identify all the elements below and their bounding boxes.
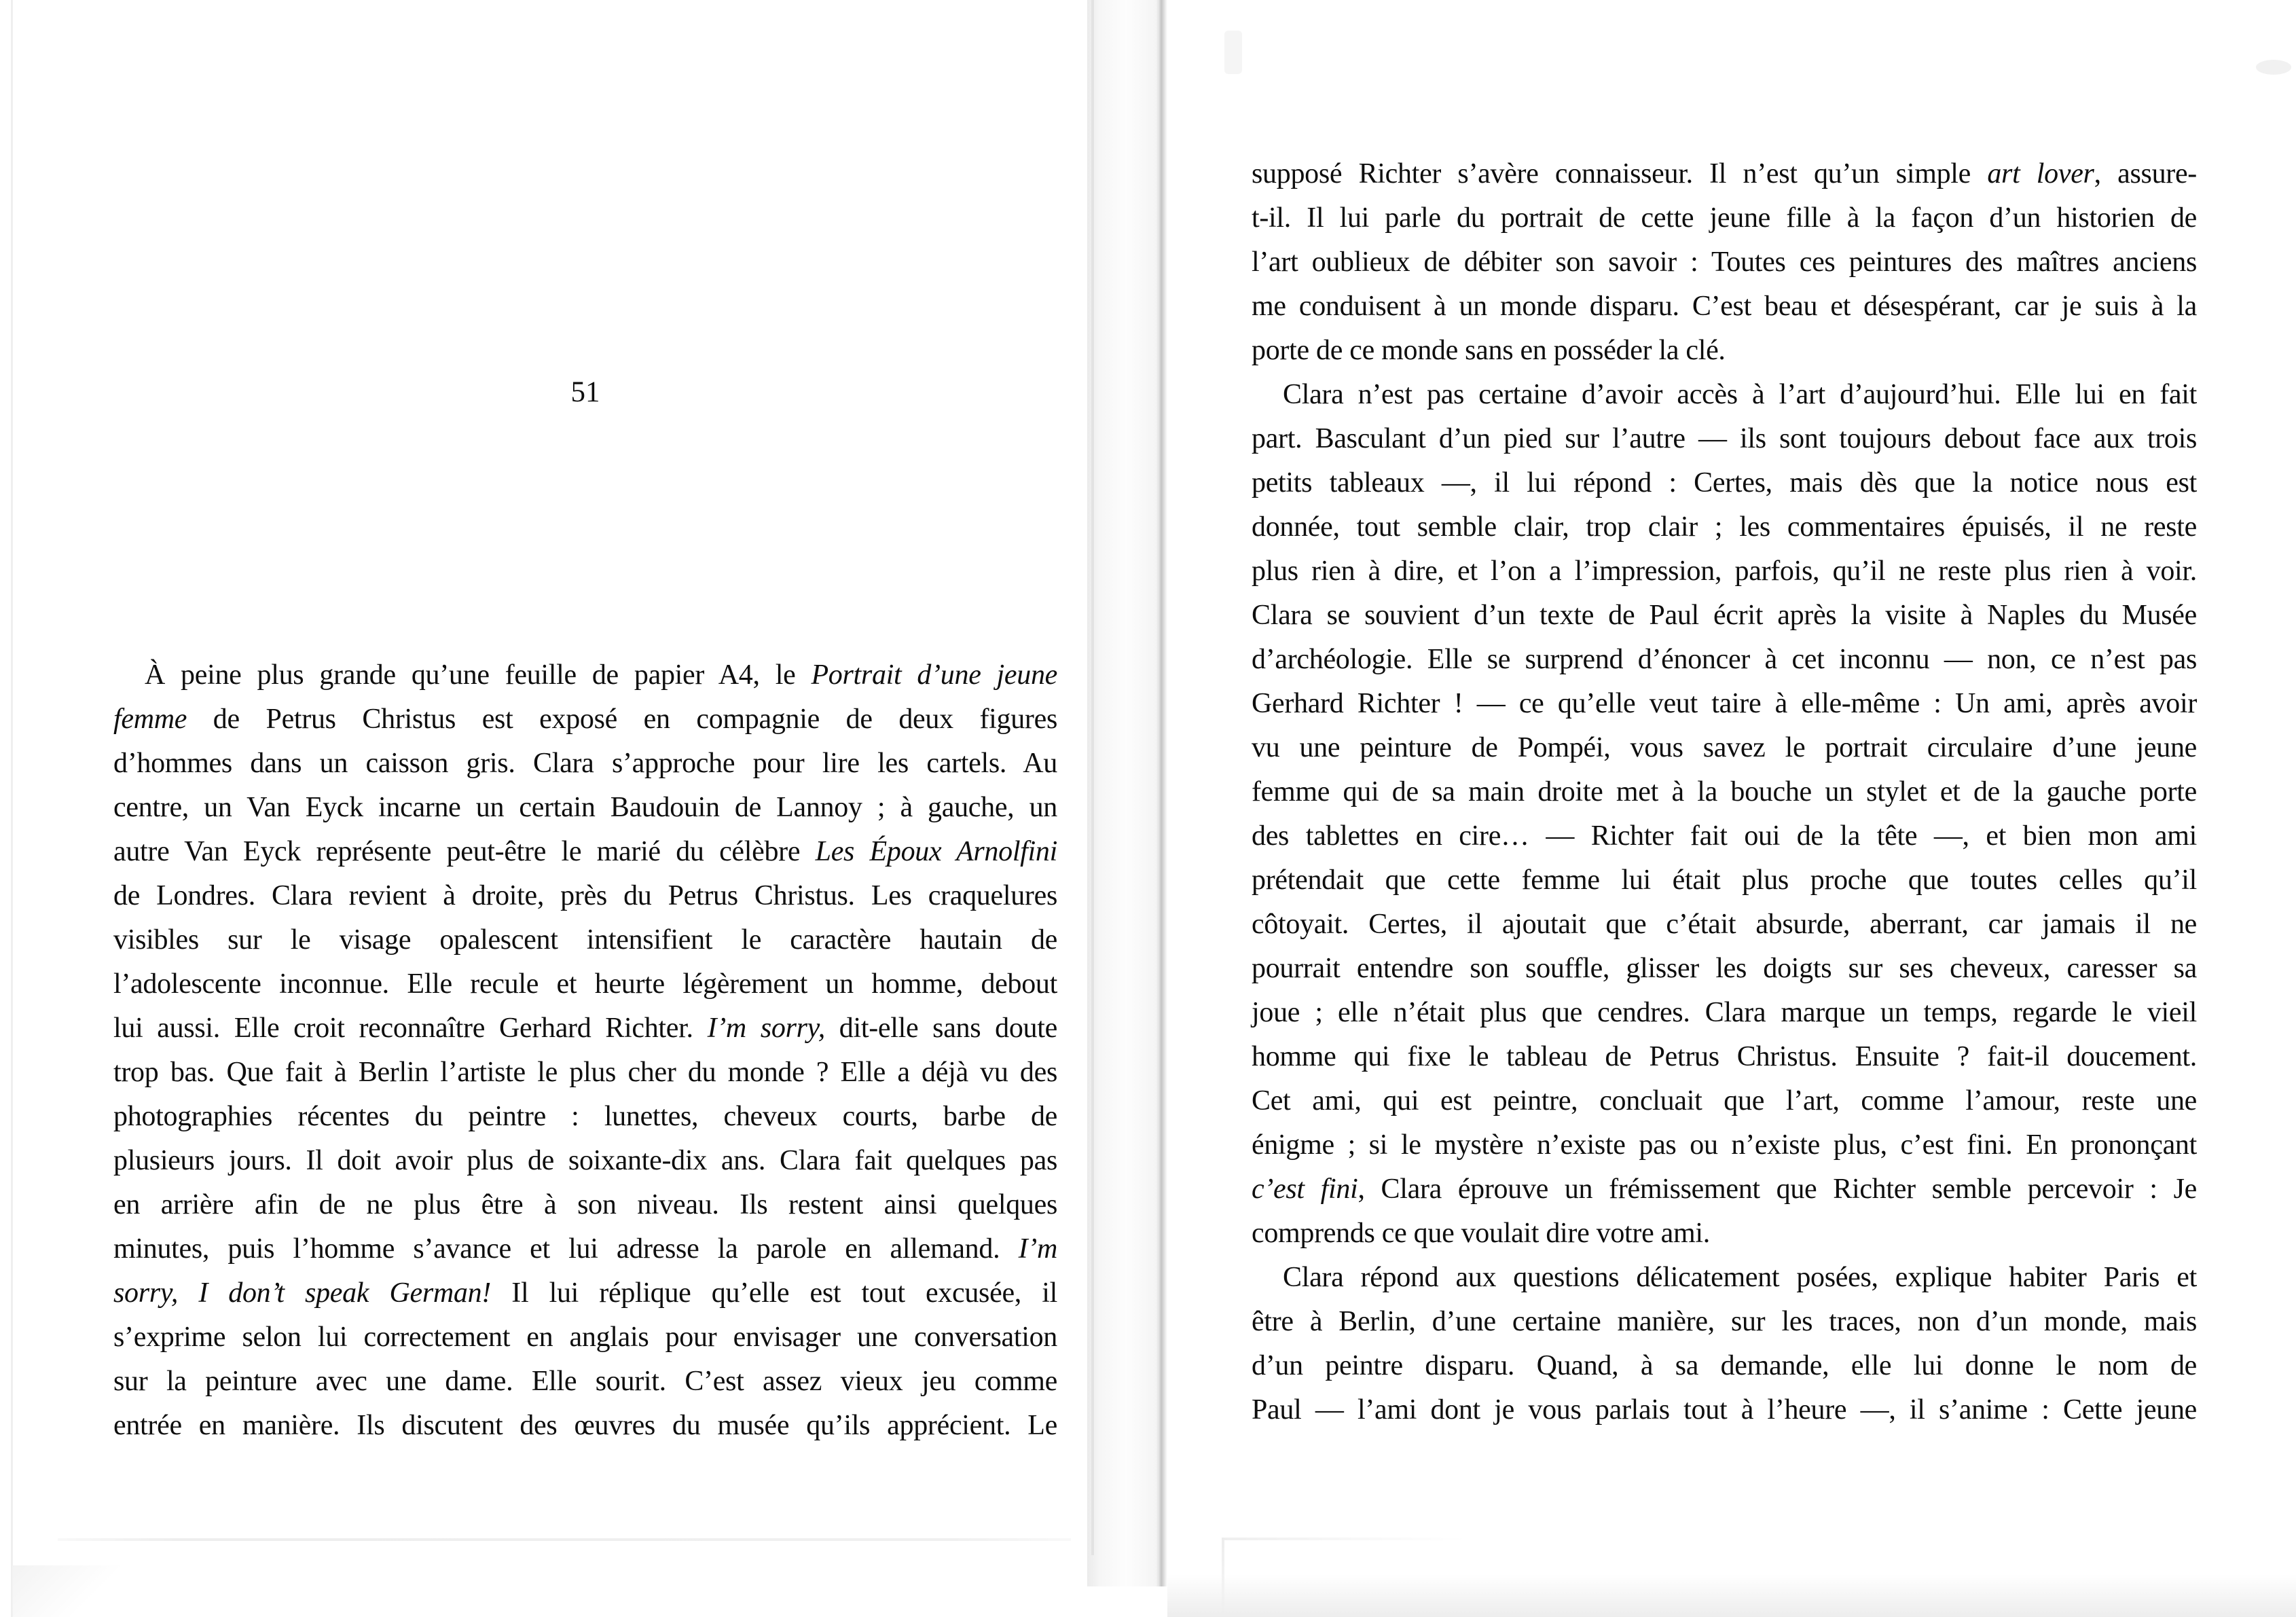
- italic-text-segment: art lover: [1987, 158, 2094, 189]
- text-segment: entrée en manière. Ils discutent des œuvres du musée qu’ils apprécient. Le: [113, 1410, 1057, 1441]
- text-segment: donnée, tout semble clair, trop clair ; les commentaires épuisés, il ne reste: [1252, 511, 2197, 543]
- text-segment: Clara n’est pas certaine d’avoir accès à l’art d’aujourd’hui. Elle lui en fait: [1283, 379, 2197, 410]
- text-line: [113, 918, 1057, 962]
- text-line: [113, 1006, 1057, 1051]
- gutter-top-smudge: [1224, 31, 1242, 74]
- text-segment: côtoyait. Certes, il ajoutait que c’était absurde, aberrant, car jamais il ne: [1252, 909, 2197, 940]
- text-line: [1252, 770, 2197, 814]
- text-line: [113, 1095, 1057, 1139]
- text-segment: de Londres. Clara revient à droite, près du Petrus Christus. Les craquelures: [113, 880, 1057, 911]
- left-page-bottom-edge: [58, 1538, 1071, 1541]
- text-line: [1252, 240, 2197, 285]
- text-line: [1252, 638, 2197, 682]
- text-line: [1252, 329, 2197, 373]
- text-line: [113, 1271, 1057, 1315]
- text-segment: Cet ami, qui est peintre, concluait que l’art, comme l’amour, reste une: [1252, 1085, 2197, 1116]
- text-line: [1252, 1079, 2197, 1123]
- text-line: [1252, 991, 2197, 1035]
- page-number: 51: [570, 376, 600, 408]
- text-segment: Clara se souvient d’un texte de Paul écrit après la visite à Naples du Musée: [1252, 600, 2197, 631]
- text-line: [1252, 417, 2197, 461]
- text-segment: plusieurs jours. Il doit avoir plus de soixante-dix ans. Clara fait quelques pas: [113, 1145, 1057, 1176]
- bottom-right-page-curl-shade: [1167, 1574, 2296, 1617]
- text-segment: , Clara éprouve un frémissement que Richter semble percevoir : Je: [1357, 1174, 2197, 1205]
- text-line: [1252, 152, 2197, 196]
- text-segment: comprends ce que voulait dire votre ami.: [1252, 1218, 1710, 1249]
- text-line: [1252, 1388, 2197, 1432]
- underpage-corner-horizontal-edge: [1222, 1538, 1467, 1540]
- text-segment: de Petrus Christus est exposé en compagnie de deux figures: [187, 704, 1057, 735]
- text-line: [1252, 814, 2197, 858]
- text-line: [1252, 196, 2197, 240]
- text-line: [113, 1183, 1057, 1227]
- right-page-edge-line: [1156, 0, 1167, 1586]
- text-segment: en arrière afin de ne plus être à son niveau. Ils restent ainsi quelques: [113, 1189, 1057, 1220]
- gutter-shadow: [1087, 0, 1158, 1586]
- text-line: [1252, 1123, 2197, 1167]
- italic-text-segment: c’est fini: [1252, 1174, 1358, 1205]
- text-segment: visibles sur le visage opalescent intensifient le caractère hautain de: [113, 924, 1057, 956]
- text-line: [1252, 682, 2197, 726]
- text-segment: l’art oublieux de débiter son savoir : Toutes ces peintures des maîtres anciens: [1252, 247, 2197, 278]
- text-segment: d’un peintre disparu. Quand, à sa demande, elle lui donne le nom de: [1252, 1350, 2197, 1381]
- text-line: [113, 1139, 1057, 1183]
- italic-text-segment: sorry, I don’t speak German!: [113, 1277, 491, 1309]
- text-segment: À peine plus grande qu’une feuille de papier A4, le: [145, 659, 812, 691]
- text-segment: trop bas. Que fait à Berlin l’artiste le plus cher du monde ? Elle a déjà vu des: [113, 1057, 1057, 1088]
- text-line: [1252, 1167, 2197, 1212]
- text-segment: photographies récentes du peintre : lunettes, cheveux courts, barbe de: [113, 1101, 1057, 1132]
- text-line: [113, 697, 1057, 742]
- text-line: [113, 1227, 1057, 1271]
- italic-text-segment: femme: [113, 704, 187, 735]
- text-line: [113, 786, 1057, 830]
- text-line: [113, 1315, 1057, 1360]
- italic-text-segment: I’m: [1018, 1233, 1057, 1265]
- text-segment: me conduisent à un monde disparu. C’est beau et désespérant, car je suis à la: [1252, 291, 2197, 322]
- text-line: [113, 653, 1057, 697]
- image-left-edge-line: [11, 0, 13, 1617]
- text-line: [1252, 1344, 2197, 1388]
- left-text-block: [113, 653, 1057, 1448]
- text-segment: plus rien à dire, et l’on a l’impression, parfois, qu’il ne reste plus rien à voir.: [1252, 556, 2197, 587]
- text-segment: joue ; elle n’était plus que cendres. Clara marque un temps, regarde le vieil: [1252, 997, 2197, 1028]
- text-segment: autre Van Eyck représente peut-être le marié du célèbre: [113, 836, 816, 867]
- text-line: [113, 830, 1057, 874]
- text-segment: énigme ; si le mystère n’existe pas ou n’existe plus, c’est fini. En prononçant: [1252, 1129, 2197, 1161]
- text-line: [1252, 947, 2197, 991]
- right-text-block: [1252, 152, 2197, 1432]
- text-segment: minutes, puis l’homme s’avance et lui adresse la parole en allemand.: [113, 1233, 1019, 1265]
- text-line: [113, 742, 1057, 786]
- text-segment: d’hommes dans un caisson gris. Clara s’approche pour lire les cartels. Au: [113, 748, 1057, 779]
- text-segment: des tablettes en cire… — Richter fait oui de la tête —, et bien mon ami: [1252, 820, 2197, 852]
- text-line: [1252, 858, 2197, 903]
- text-segment: t-il. Il lui parle du portrait de cette jeune fille à la façon d’un historien de: [1252, 202, 2197, 234]
- text-line: [113, 1404, 1057, 1448]
- text-segment: sur la peinture avec une dame. Elle sourit. C’est assez vieux jeu comme: [113, 1366, 1057, 1397]
- text-line: [1252, 505, 2197, 549]
- text-segment: femme qui de sa main droite met à la bouche un stylet et de la gauche porte: [1252, 776, 2197, 807]
- text-line: [1252, 1300, 2197, 1344]
- text-line: [1252, 549, 2197, 594]
- italic-text-segment: Les Époux Arnolfini: [815, 836, 1057, 867]
- text-line: [1252, 1256, 2197, 1300]
- italic-text-segment: I’m sorry,: [707, 1013, 825, 1044]
- text-line: [1252, 461, 2197, 505]
- text-segment: Paul — l’ami dont je vous parlais tout à l’heure —, il s’anime : Cette jeune: [1252, 1394, 2197, 1425]
- text-line: [1252, 726, 2197, 770]
- text-line: [113, 1360, 1057, 1404]
- left-page-edge-line: [1091, 0, 1094, 1555]
- text-segment: homme qui fixe le tableau de Petrus Christus. Ensuite ? fait-il doucement.: [1252, 1041, 2197, 1072]
- text-segment: s’exprime selon lui correctement en anglais pour envisager une conversation: [113, 1322, 1057, 1353]
- text-segment: pourrait entendre son souffle, glisser les doigts sur ses cheveux, caresser sa: [1252, 953, 2197, 984]
- text-segment: Gerhard Richter ! — ce qu’elle veut taire à elle-même : Un ami, après avoir: [1252, 688, 2197, 719]
- text-segment: d’archéologie. Elle se surprend d’énoncer à cet inconnu — non, ce n’est pas: [1252, 644, 2197, 675]
- text-line: [1252, 903, 2197, 947]
- italic-text-segment: Portrait d’une jeune: [811, 659, 1057, 691]
- text-segment: part. Basculant d’un pied sur l’autre — ils sont toujours debout face aux trois: [1252, 423, 2197, 454]
- text-segment: porte de ce monde sans en posséder la clé.: [1252, 335, 1726, 366]
- text-line: [113, 962, 1057, 1006]
- text-segment: centre, un Van Eyck incarne un certain Baudouin de Lannoy ; à gauche, un: [113, 792, 1057, 823]
- text-segment: supposé Richter s’avère connaisseur. Il n’est qu’un simple: [1252, 158, 1988, 189]
- text-line: [1252, 285, 2197, 329]
- text-line: [113, 1051, 1057, 1095]
- text-line: [113, 874, 1057, 918]
- bottom-left-corner-shade: [12, 1565, 121, 1617]
- text-line: [1252, 1212, 2197, 1256]
- text-segment: prétendait que cette femme lui était plus proche que toutes celles qu’il: [1252, 865, 2197, 896]
- text-segment: Clara répond aux questions délicatement posées, explique habiter Paris et: [1283, 1262, 2197, 1293]
- text-segment: l’adolescente inconnue. Elle recule et heurte légèrement un homme, debout: [113, 968, 1057, 1000]
- top-right-corner-smudge: [2256, 60, 2291, 75]
- text-segment: dit-elle sans doute: [824, 1013, 1057, 1044]
- text-segment: lui aussi. Elle croit reconnaître Gerhard Richter.: [113, 1013, 708, 1044]
- text-segment: , assure-: [2094, 158, 2197, 189]
- text-segment: vu une peinture de Pompéi, vous savez le portrait circulaire d’une jeune: [1252, 732, 2197, 763]
- text-line: [1252, 373, 2197, 417]
- text-segment: petits tableaux —, il lui répond : Certes, mais dès que la notice nous est: [1252, 467, 2197, 498]
- text-line: [1252, 594, 2197, 638]
- text-line: [1252, 1035, 2197, 1079]
- text-segment: Il lui réplique qu’elle est tout excusée, il: [490, 1277, 1057, 1309]
- text-segment: être à Berlin, d’une certaine manière, sur les traces, non d’un monde, mais: [1252, 1306, 2197, 1337]
